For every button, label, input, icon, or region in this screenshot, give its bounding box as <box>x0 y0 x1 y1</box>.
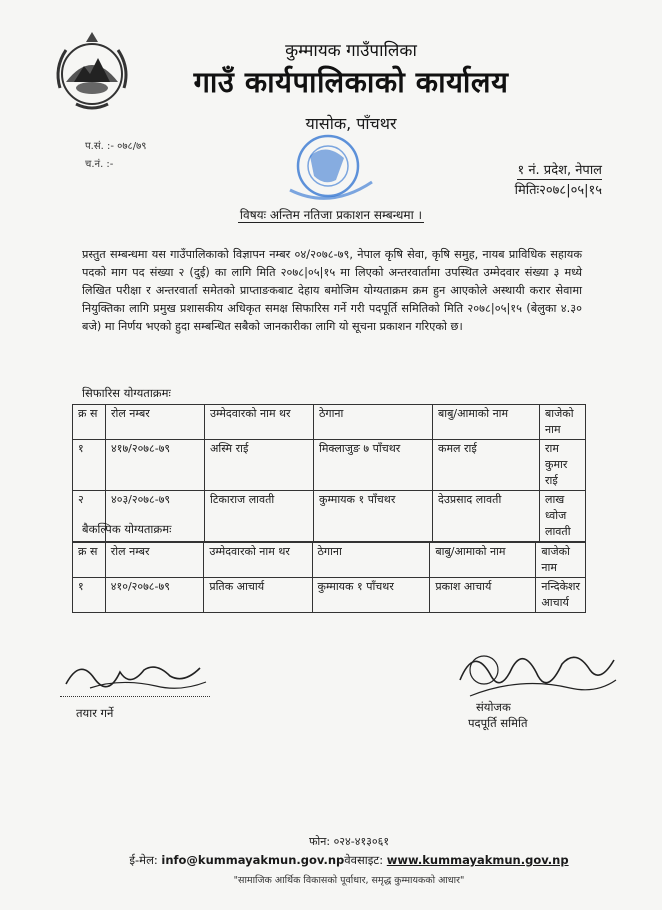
dispatch-number: च.नं. :- <box>85 159 114 170</box>
header-roll: रोल नम्बर <box>106 405 205 440</box>
header-roll: रोल नम्बर <box>105 543 204 578</box>
cell-grandfather: नन्दिकेशर आचार्य <box>536 578 586 613</box>
header-grandfather: बाजेको नाम <box>536 543 586 578</box>
footer-phone: फोन: ०२४-४१३०६१ <box>308 835 390 848</box>
footer-contact <box>0 853 662 868</box>
reference-number: प.सं. :- ०७८/७९ <box>85 141 147 152</box>
cell-roll: ४०३/२०७८-७९ <box>106 491 205 542</box>
cell-serial: १ <box>73 440 106 491</box>
email-link[interactable]: info@kummayakmun.gov.np <box>161 853 345 867</box>
cell-address: कुम्मायक १ पाँचथर <box>314 491 433 542</box>
cell-candidate: प्रतिक आचार्य <box>204 578 312 613</box>
municipality-name: कुम्मायक गाउँपालिका <box>285 41 417 61</box>
cell-address: कुम्मायक १ पाँचथर <box>312 578 430 613</box>
header-parent: बाबु/आमाको नाम <box>430 543 536 578</box>
website-link[interactable]: www.kummayakmun.gov.np <box>386 853 569 867</box>
cell-serial: १ <box>73 578 106 613</box>
header-serial: क्र स <box>73 543 106 578</box>
table-row <box>73 578 586 613</box>
header-parent: बाबु/आमाको नाम <box>433 405 540 440</box>
header-grandfather: बाजेको नाम <box>540 405 586 440</box>
table-header-row <box>73 543 586 578</box>
cell-parent: देउप्रसाद लावती <box>433 491 540 542</box>
cell-address: मिक्लाजुङ ७ पाँचथर <box>314 440 433 491</box>
cell-parent: कमल राई <box>433 440 540 491</box>
table-row <box>73 440 586 491</box>
office-location: यासोक, पाँचथर <box>305 114 397 133</box>
letter-date: मितिः२०७८|०५|१५ <box>514 183 602 198</box>
committee-label: पदपूर्ति समिति <box>468 716 528 730</box>
email-label: ई-मेल: <box>129 853 162 867</box>
cell-grandfather: लाख ध्वोज लावती <box>540 491 586 542</box>
recommended-section-title: सिफारिस योग्यताक्रमः <box>82 386 171 400</box>
coordinator-label: संयोजक <box>476 700 511 714</box>
header-candidate: उम्मेदवारको नाम थर <box>205 405 314 440</box>
cell-candidate: टिकाराज लावती <box>205 491 314 542</box>
header-address: ठेगाना <box>312 543 430 578</box>
cell-parent: प्रकाश आचार्य <box>430 578 536 613</box>
alternate-section-title: बैकल्पिक योग्यताक्रमः <box>82 522 172 536</box>
alternate-table <box>72 542 586 613</box>
cell-roll: ४१०/२०७८-७९ <box>105 578 204 613</box>
header-serial: क्र स <box>73 405 106 440</box>
prepared-by-label: तयार गर्ने <box>76 706 114 720</box>
subject-text: विषयः अन्तिम नतिजा प्रकाशन सम्बन्धमा । <box>239 208 423 222</box>
subject-line <box>0 206 662 223</box>
province-label: १ नं. प्रदेश, नेपाल <box>517 160 602 180</box>
cell-grandfather: राम कुमार राई <box>540 440 586 491</box>
preparer-signature <box>60 648 210 698</box>
table-header-row <box>73 405 586 440</box>
coordinator-signature <box>450 640 620 708</box>
header-address: ठेगाना <box>314 405 433 440</box>
office-title: गाउँ कार्यपालिकाको कार्यालय <box>193 65 509 99</box>
website-label: वेवसाइट: <box>344 853 387 867</box>
header-candidate: उम्मेदवारको नाम थर <box>204 543 312 578</box>
cell-roll: ४१७/२०७८-७९ <box>106 440 205 491</box>
cell-serial: २ <box>73 491 106 542</box>
footer-slogan: "सामाजिक आर्थिक विकासको पूर्वाधार, समृद्ध कुम्मायकको आधार" <box>233 875 465 886</box>
signature-line <box>60 696 210 697</box>
cell-candidate: अस्मि राई <box>205 440 314 491</box>
office-stamp <box>280 128 380 210</box>
body-paragraph: प्रस्तुत सम्बन्धमा यस गाउँपालिकाको विज्ञापन नम्बर ०४/२०७८-७९, नेपाल कृषि सेवा, कृषि समुह, नायब प्राविधिक सहायक पदको माग पद संख्या २ (दुई) का लागि मिति २०७८|०५|१५ मा लिएको अन्तरवार्तामा उपस्थित उम्मेदवार संख्या ३ मध्ये लिखित परीक्षा र अन्तरवार्ता समेतको प्राप्ताङकबाट देहाय बमोजिम योग्यताक्रम क्रम हुन आएकोले अस्थायी करार सेवामा नियुक्तिका लागि प्रमुख प्रशासकीय अधिकृत समक्ष सिफारिस गर्ने गरी पदपूर्ति समितिको मिति २०७८|०५|१५ (बेलुका ४.३० बजे) मा निर्णय भएको हुदा सम्बन्धित सबैको जानकारीका लागि यो सूचना प्रकाशन गरिएको छ। <box>82 248 583 333</box>
